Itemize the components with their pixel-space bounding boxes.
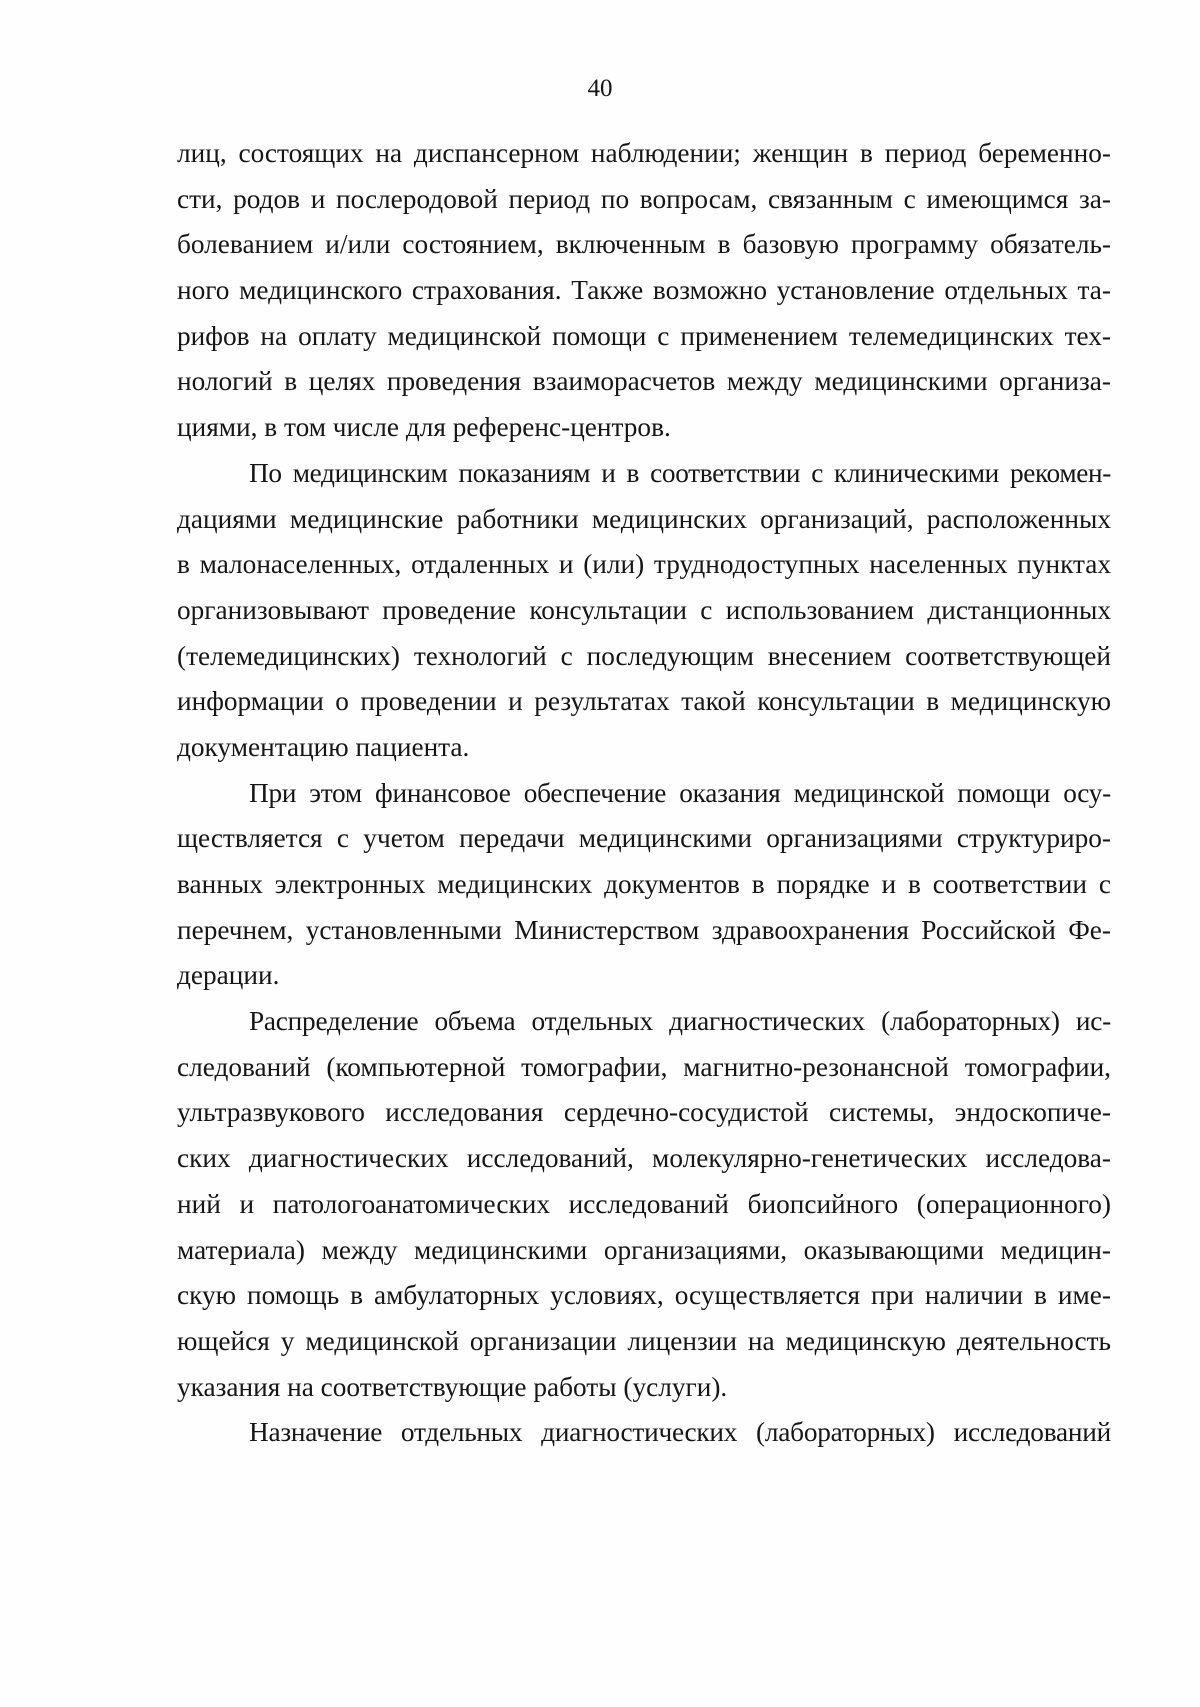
text-line: При этом финансовое обеспечение оказания медицинской помощи осу- (249, 777, 1111, 808)
text-line: документацию пациента. (177, 731, 470, 762)
text-line: дациями медицинские работники медицинских организаций, расположенных (177, 503, 1111, 534)
text-line: следований (компьютерной томографии, магнитно-резонансной томографии, (177, 1051, 1111, 1082)
text-line: ющейся у медицинской организации лицензии на медицинскую деятельность (177, 1325, 1111, 1356)
text-line: дерации. (177, 960, 280, 991)
text-line: указания на соответствующие работы (услуги). (177, 1371, 728, 1402)
text-line: ний и патологоанатомических исследований биопсийного (операционного) (177, 1188, 1111, 1219)
text-line: ного медицинского страхования. Также возможно установление отдельных та- (177, 275, 1111, 306)
text-line: информации о проведении и результатах такой консультации в медицинскую (177, 686, 1111, 717)
paragraph-4 (177, 999, 1111, 1410)
text-line: материала) между медицинскими организациями, оказывающими медицин- (177, 1234, 1111, 1265)
paragraph-1 (177, 131, 1111, 451)
page-number: 40 (587, 75, 613, 102)
text-line: сти, родов и послеродовой период по вопросам, связанным с имеющимся за- (177, 183, 1111, 214)
text-line: нологий в целях проведения взаиморасчетов между медицинскими организа- (177, 366, 1111, 397)
text-line: (телемедицинских) технологий с последующим внесением соответствующей (177, 640, 1111, 671)
text-line: По медицинским показаниям и в соответствии с клиническими рекомен- (249, 457, 1111, 488)
text-line: ультразвукового исследования сердечно-сосудистой системы, эндоскопиче- (177, 1097, 1111, 1128)
text-line: скую помощь в амбулаторных условиях, осуществляется при наличии в име- (177, 1280, 1111, 1311)
paragraph-2 (177, 451, 1111, 771)
paragraph-3 (177, 771, 1111, 999)
text-line: в малонаселенных, отдаленных и (или) труднодоступных населенных пунктах (177, 549, 1111, 580)
text-line: организовывают проведение консультации с использованием дистанционных (177, 594, 1111, 625)
text-line: ванных электронных медицинских документов в порядке и в соответствии с (177, 869, 1111, 899)
text-line: перечнем, установленными Министерством здравоохранения Российской Фе- (177, 914, 1111, 945)
text-line: рифов на оплату медицинской помощи с применением телемедицинских тех- (177, 320, 1111, 351)
text-line: лиц, состоящих на диспансерном наблюдении; женщин в период беременно- (177, 138, 1111, 168)
body-text (177, 131, 1111, 1456)
text-line: Назначение отдельных диагностических (лабораторных) исследований (249, 1417, 1111, 1448)
text-line: болеванием и/или состоянием, включенным в базовую программу обязатель- (177, 229, 1111, 260)
text-line: ществляется с учетом передачи медицинскими организациями структуриро- (177, 823, 1111, 854)
text-line: ских диагностических исследований, молекулярно-генетических исследова- (177, 1143, 1111, 1174)
text-line: Распределение объема отдельных диагностических (лабораторных) ис- (249, 1006, 1111, 1037)
text-line: циями, в том числе для референс-центров. (177, 412, 671, 443)
paragraph-5 (177, 1410, 1111, 1456)
